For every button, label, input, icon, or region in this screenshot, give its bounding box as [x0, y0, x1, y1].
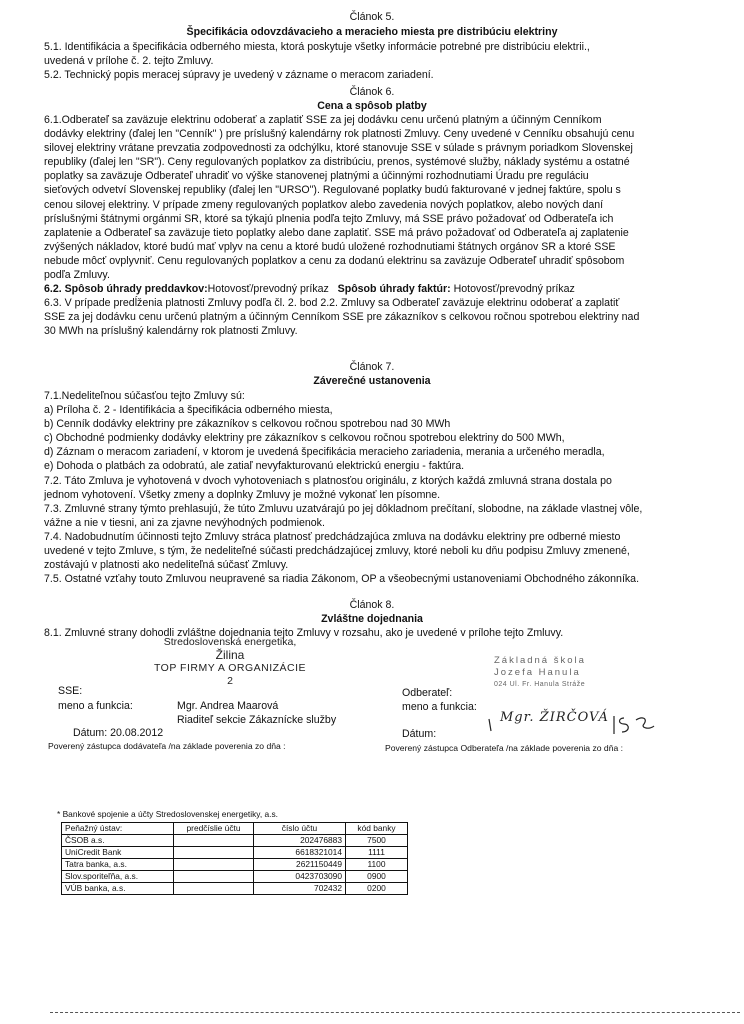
account-number: 202476883: [254, 835, 346, 847]
sse-date: Dátum: 20.08.2012: [73, 727, 164, 739]
text-line: 7.1.Nedeliteľnou súčasťou tejto Zmluvy sú:: [44, 390, 245, 402]
article-6-heading: Článok 6.: [349, 86, 395, 98]
article-6-title: Cena a spôsob platby: [317, 100, 427, 112]
text-line: SSE za jej dodávku cenu určenú platným a účinným Cenníkom SSE pre zákazníkov s celkovou ročnou spotrebou elektriny nad: [44, 311, 640, 324]
article-5-heading: Článok 5.: [349, 11, 395, 23]
text-line: c) Obchodné podmienky dodávky elektriny pre zákazníkov s celkovou ročnou spotrebou elektriny do 500 MWh,: [44, 432, 565, 445]
text-line: e) Dohoda o platbách za odobratú, ale zatiaľ nevyfakturovanú elektrickú energiu - faktúra.: [44, 460, 465, 473]
bank-caption: * Bankové spojenie a účty Stredoslovenskej energetiky, a.s.: [57, 809, 278, 819]
stamp-line: Jozefa Hanula: [494, 667, 581, 678]
signature-tick: [485, 717, 505, 733]
header-cell: Peňažný ústav:: [62, 823, 174, 835]
article-8-heading: Článok 8.: [349, 599, 395, 611]
stamp-line: Žilina: [215, 648, 245, 662]
table-header-row: [62, 823, 408, 835]
text-line: poplatky sa zaväzuje Odberateľ uhradiť vo výške stanovenej platnými a účinnými rozhodnutiami Úradu pre reguláciu: [44, 170, 589, 183]
payment-advance-value: Hotovosť/prevodný príkaz: [207, 283, 329, 296]
account-number: 0423703090: [254, 871, 346, 883]
sse-stamp: [150, 636, 310, 688]
bank-code: 0900: [346, 871, 408, 883]
cut-line-divider: [50, 1012, 740, 1013]
text-line: 7.4. Nadobudnutím účinnosti tejto Zmluvy stráca platnosť predchádzajúca zmluva na dodávku elektriny pre odberné miesto: [44, 530, 621, 543]
bank-code: 1100: [346, 859, 408, 871]
stamp-line: TOP FIRMY A ORGANIZÁCIE: [153, 662, 307, 674]
text-line: dodávky elektriny (ďalej len "Cenník" ) pre príslušný kalendárny rok platnosti Zmluvy. Ceny uvedené v Cenníku obsahujú cenu: [44, 128, 635, 141]
account-prefix: [174, 883, 254, 895]
account-prefix: [174, 847, 254, 859]
account-number: 702432: [254, 883, 346, 895]
text-line: cenou silovej elektriny. V prípade zmeny regulovaných poplatkov alebo zavedenia nových poplatkov, alebo nových daní: [44, 198, 604, 211]
text-line: sieťových odvetví Slovenskej republiky (ďalej len "URSO"). Regulované poplatky budú fakturované v jednej faktúre, spolu s: [44, 184, 621, 197]
text-line: 5.1. Identifikácia a špecifikácia odberného miesta, ktorá poskytuje všetky informácie potrebné pre distribúciu elektrii.,: [44, 41, 590, 53]
stamp-line: Stredoslovenská energetika,: [163, 636, 297, 648]
bank-code: 7500: [346, 835, 408, 847]
table-row: [62, 835, 408, 847]
table-row: [62, 871, 408, 883]
bank-name: Slov.sporiteľňa, a.s.: [62, 871, 174, 883]
payment-invoice-value: Hotovosť/prevodný príkaz: [453, 283, 575, 296]
stamp-line: 024 Ul. Fr. Hanula Stráže: [494, 681, 586, 688]
sse-label: SSE:: [58, 685, 83, 697]
signature-mark: [610, 712, 665, 738]
text-line: 6.1.Odberateľ sa zaväzuje elektrinu odoberať a zaplatiť SSE za jej dodávku cenu určenú platným a účinným Cenníkom: [44, 114, 602, 126]
table-row: [62, 859, 408, 871]
text-line: 7.2. Táto Zmluva je vyhotovená v dvoch vyhotoveniach s platnosťou originálu, z ktorých každá zmluvná strana dostala po: [44, 474, 612, 487]
article-7-title: Záverečné ustanovenia: [313, 375, 431, 387]
text-line: 7.5. Ostatné vzťahy touto Zmluvou neupravené sa riadia Zákonom, OP a všeobecnými ustanoveniami Obchodného zákonníka.: [44, 573, 640, 586]
bank-name: ČSOB a.s.: [62, 835, 174, 847]
header-cell: kód banky: [346, 823, 408, 835]
table-row: [62, 847, 408, 859]
article-7-body: [44, 389, 704, 586]
account-prefix: [174, 859, 254, 871]
odberatel-stamp: [494, 655, 586, 691]
text-line: zostávajú v platnosti ako nedeliteľná súčasť Zmluvy.: [44, 559, 289, 572]
bank-table: [61, 822, 408, 895]
text-line: 5.2. Technický popis meracej súpravy je uvedený v zázname o meracom zariadení.: [44, 69, 434, 82]
article-5-title: Špecifikácia odovzdávacieho a meracieho miesta pre distribúciu elektriny: [186, 26, 558, 38]
text-line: nebude môcť ovplyvniť. Cenu regulovaných poplatkov a cenu za dodanú elektrinu sa zaväzuje Odberateľ uhradiť spôsobom: [44, 254, 625, 267]
bank-code: 0200: [346, 883, 408, 895]
account-prefix: [174, 835, 254, 847]
text-line: 6.3. V prípade predĺženia platnosti Zmluvy podľa čl. 2. bod 2.2. Zmluvy sa Odberateľ zaväzuje elektrinu odoberať a zaplatiť: [44, 297, 620, 310]
text-line: d) Záznam o meracom zariadení, v ktorom je uvedená špecifikácia meracieho zariadenia, merania a určeného meradla,: [44, 446, 605, 459]
text-line: jednom vyhotovení. Všetky zmeny a doplnky Zmluvy je možné vykonať len písomne.: [44, 488, 441, 501]
article-5-body: [44, 40, 704, 82]
account-prefix: [174, 871, 254, 883]
sse-role: Riaditeľ sekcie Zákaznícke služby: [177, 714, 337, 726]
text-line: uvedená v prílohe č. 2. tejto Zmluvy.: [44, 55, 214, 68]
text-line: a) Príloha č. 2 - Identifikácia a špecifikácia odberného miesta,: [44, 404, 333, 417]
text-line: 7.3. Zmluvné strany týmto prehlasujú, že túto Zmluvu uzatvárajú po jej dôkladnom prečítaní, slobodne, na základe vlastnej vôle,: [44, 502, 643, 515]
odberatel-name-label: meno a funkcia:: [402, 701, 477, 713]
sse-representative-note: Poverený zástupca dodávateľa /na základe poverenia zo dňa :: [48, 741, 286, 751]
article-8-title: Zvláštne dojednania: [321, 613, 423, 625]
odberatel-label: Odberateľ:: [402, 687, 453, 699]
table-row: [62, 883, 408, 895]
text-line: 30 MWh na príslušný kalendárny rok platnosti Zmluvy.: [44, 325, 298, 338]
header-cell: číslo účtu: [254, 823, 346, 835]
odberatel-date: Dátum:: [402, 728, 437, 740]
payment-method-line: [44, 282, 704, 296]
stamp-line: 2: [227, 675, 233, 687]
bank-name: VÚB banka, a.s.: [62, 883, 174, 895]
text-line: zaplatenie a Odberateľ sa zaväzuje tieto poplatky alebo dane zaplatiť. SSE má právo požadovať od Odberateľa aj zaplatenie: [44, 226, 629, 239]
text-line: silovej elektriny vrátane prevzatia zodpovednosti za odchýlku, ktoré stanovuje SSE v súlade s právnym poriadkom Slovenskej: [44, 142, 633, 155]
sse-name-label: meno a funkcia:: [58, 700, 133, 712]
text-line: 8.1. Zmluvné strany dohodli zvláštne dojednania tejto Zmluvy v rozsahu, ako je uvedené v prílohe tejto Zmluvy.: [44, 627, 564, 639]
bank-name: UniCredit Bank: [62, 847, 174, 859]
text-line: zvýšených nákladov, ktoré budú mať vplyv na cenu a ktoré budú uložené rozhodnutiami štátnych orgánov SR a ktoré SSE: [44, 240, 616, 253]
bank-name: Tatra banka, a.s.: [62, 859, 174, 871]
sse-name: Mgr. Andrea Maarová: [177, 700, 279, 712]
odberatel-representative-note: Poverený zástupca Odberateľa /na základe poverenia zo dňa :: [385, 743, 624, 753]
odberatel-handwritten-name: Mgr. ŽIRČOVÁ: [500, 710, 609, 725]
article-6-body: [44, 113, 704, 339]
payment-advance-label: 6.2. Spôsob úhrady preddavkov:: [44, 283, 208, 296]
stamp-line: Základná škola: [494, 655, 586, 666]
text-line: príslušnými štátnymi orgánmi SR, ktoré sa týkajú plnenia podľa tejto Zmluvy, má SSE právo požadovať od Odberateľa ich: [44, 212, 614, 225]
text-line: uvedené v tejto Zmluve, s tým, že nedeliteľné súčasti predchádzajúcej zmluvy, ktoré neboli ku dňu podpisu Zmluvy zmenené,: [44, 545, 630, 558]
article-8-body: [44, 626, 704, 640]
payment-invoice-label: Spôsob úhrady faktúr:: [337, 283, 451, 296]
account-number: 6618321014: [254, 847, 346, 859]
text-line: vážne a nie v tiesni, ani za zjavne nevýhodných podmienok.: [44, 516, 325, 529]
bank-code: 1111: [346, 847, 408, 859]
text-line: b) Cenník dodávky elektriny pre zákazníkov s celkovou ročnou spotrebou nad 30 MWh: [44, 418, 451, 431]
article-7-heading: Článok 7.: [349, 361, 395, 373]
text-line: podľa Zmluvy.: [44, 269, 110, 282]
account-number: 2621150449: [254, 859, 346, 871]
text-line: republiky (ďalej len "SR"). Ceny regulovaných poplatkov za distribúciu, prenos, systémové služby, náklady systému a ostatné: [44, 156, 630, 169]
header-cell: predčíslie účtu: [174, 823, 254, 835]
